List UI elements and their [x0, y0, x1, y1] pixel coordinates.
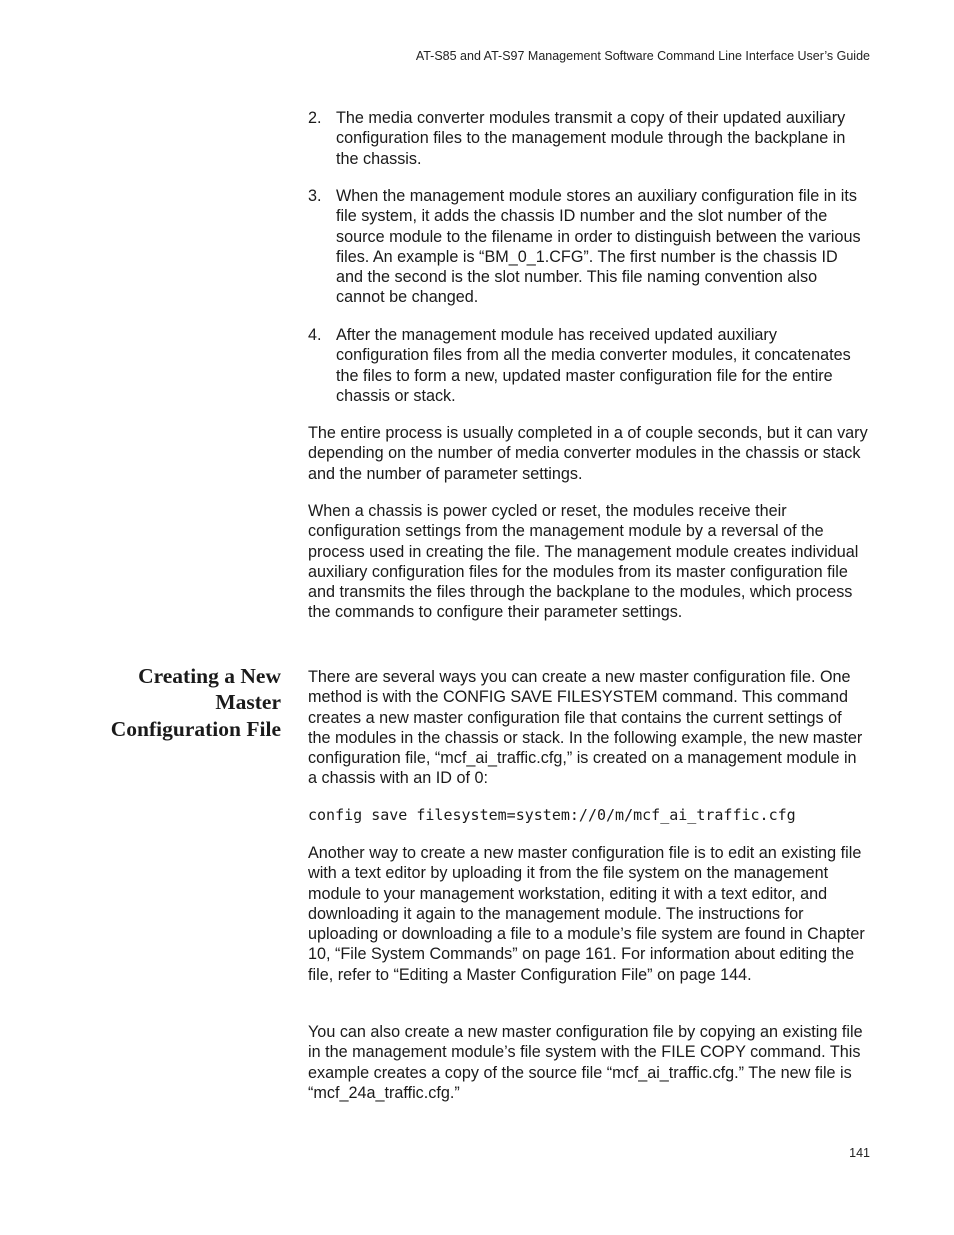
paragraph-process-time: The entire process is usually completed in a of couple seconds, but it can vary depending on the number of media converter modules in the chassis or stack and the number of parameter settings.: [308, 424, 868, 483]
list-item: [308, 325, 868, 406]
paragraph-edit-method: Another way to create a new master configuration file is to edit an existing file with a text editor by uploading it from the file system on the management module to your management workstation, editing it with a text editor, and downloading it again to the management module. The instructions for uploading or downloading a file to a module’s file system are found in Chapter 10, “File System Commands” on page 161. For information about editing the file, refer to “Editing a Master Configuration File” on page 144.: [308, 844, 865, 984]
running-header: AT-S85 and AT-S97 Management Software Command Line Interface User’s Guide: [415, 49, 870, 63]
list-item-number: 3.: [308, 187, 322, 205]
list-item-number: 2.: [308, 109, 322, 127]
paragraph-copy-method: You can also create a new master configuration file by copying an existing file in the management module’s file system with the FILE COPY command. This example creates a copy of the source file “mcf_ai_traffic.cfg.” The new file is “mcf_24a_traffic.cfg.”: [308, 1023, 863, 1102]
section-heading: Creating a New Master Configuration File: [110, 664, 281, 741]
list-item-text: After the management module has received updated auxiliary configuration files from all the media converter modules, it concatenates the files to form a new, updated master configuration file for the entire chassis or stack.: [336, 326, 851, 405]
list-item-text: The media converter modules transmit a copy of their updated auxiliary configuration files to the management module through the backplane in the chassis.: [336, 109, 846, 168]
list-item-text: When the management module stores an auxiliary configuration file in its file system, it adds the chassis ID number and the slot number of the source module to the filename in order to distinguish between the various files. An example is “BM_0_1.CFG”. The first number is the chassis ID and the second is the slot number. This file naming convention also cannot be changed.: [336, 187, 861, 307]
paragraph-intro: There are several ways you can create a new master configuration file. One method is with the CONFIG SAVE FILESYSTEM command. This command creates a new master configuration file that contains the current settings of the modules in the chassis or stack. In the following example, the new master configuration file, “mcf_ai_traffic.cfg,” is created on a management module in a chassis with an ID of 0:: [308, 668, 863, 788]
list-item: [308, 186, 868, 308]
list-item: [308, 108, 868, 169]
list-item-number: 4.: [308, 326, 322, 344]
command-example: config save filesystem=system://0/m/mcf_ai_traffic.cfg: [308, 806, 796, 824]
paragraph-power-cycle: When a chassis is power cycled or reset, the modules receive their configuration settings from the management module by a reversal of the process used in creating the file. The management module creates individual auxiliary configuration files for the modules from its master configuration file and transmits the files through the backplane to the modules, which process the commands to configure their parameter settings.: [308, 502, 859, 622]
page-number: 141: [849, 1146, 870, 1160]
